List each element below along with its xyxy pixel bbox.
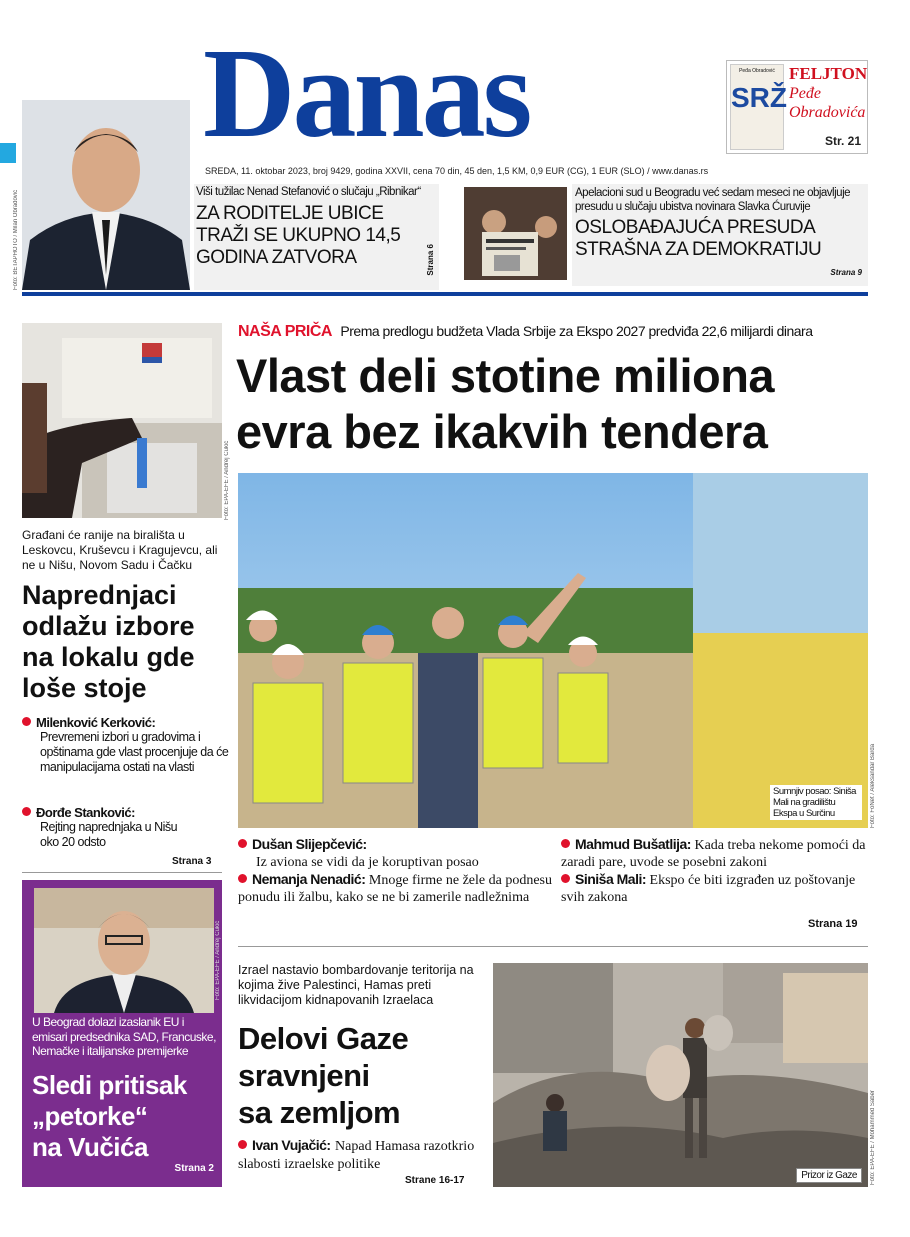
- quote-left-1-name: Dušan Slijepčević:: [238, 836, 367, 852]
- teaser-1-kicker: Viši tužilac Nenad Stefanović o slučaju „Ribnikar“: [196, 186, 421, 198]
- teaser-2-photo[interactable]: [464, 187, 567, 280]
- left-bullet-2-text: Rejting naprednjaka u Nišu oko 20 odsto: [40, 820, 178, 849]
- gaza-bullet-text: Napad Hamasa razotkrio slabosti izraelske politike: [238, 1139, 475, 1172]
- quote-left-2-name: Nemanja Nenadić:: [238, 871, 365, 887]
- protest-photo-icon: [464, 187, 567, 280]
- quote-left-1-text: Iz aviona se vidi da je koruptivan posao: [256, 855, 479, 870]
- quote-left-2: [238, 871, 553, 906]
- prosecutor-photo-icon: [22, 100, 190, 290]
- left-bullet-2-name: Đorđe Stanković:: [22, 805, 232, 820]
- purple-headline-1: Sledi pritisak: [32, 1070, 187, 1100]
- teaser-1-headline: ZA RODITELJE UBICE TRAŽI SE UKUPNO 14,5 GODINA ZATVORA: [196, 203, 401, 268]
- main-photo-credit: Foto: FoNet / Aleksandar Barda: [870, 743, 876, 828]
- masthead-rule: [22, 292, 868, 296]
- main-kicker-row: [238, 323, 868, 341]
- left-story-rule: [22, 872, 222, 873]
- gaza-page: Strane 16-17: [405, 1175, 465, 1186]
- voting-photo-icon: [22, 323, 222, 518]
- left-story-headline[interactable]: Naprednjaci odlažu izbore na lokalu gde loše stoje: [22, 580, 195, 703]
- masthead-logo[interactable]: [203, 22, 693, 164]
- feljton-author-2: Obradovića: [789, 104, 866, 121]
- purple-headline-2: „petorke“: [32, 1101, 148, 1131]
- quote-right-2: [561, 871, 868, 906]
- main-story-rule: [238, 946, 868, 947]
- gaza-photo-credit: Foto: EPA-EFE / Mohammed Saber: [870, 1090, 876, 1185]
- purple-page: Strana 2: [174, 1163, 214, 1174]
- left-story-kicker: Građani će ranije na birališta u Leskovcu, Kruševcu i Kragujevcu, ali ne u Nišu, Novom Sadu i Čačku: [22, 528, 218, 572]
- quote-right-1-text: Kada treba nekome pomoći da zaradi pare, uvode se posebni zakoni: [561, 838, 866, 870]
- feljton-page: Str. 21: [824, 134, 861, 148]
- gaza-kicker: Izrael nastavio bombardovanje teritorija na kojima žive Palestinci, Hamas preti likvidacijom kidnapovanih Izraelaca: [238, 963, 474, 1007]
- main-headline-1: Vlast deli stotine miliona: [236, 349, 775, 402]
- gaza-headline[interactable]: [238, 1020, 488, 1131]
- left-bullet-1-name: Milenković Kerković:: [22, 715, 232, 730]
- teaser-1-credit: Foto: BETAPHOTO / Milan Obradović: [13, 189, 19, 290]
- feljton-label: FELJTON: [789, 64, 868, 83]
- main-page: Strana 19: [808, 918, 858, 930]
- main-photo[interactable]: [238, 473, 868, 828]
- gaza-ruins-photo-icon: [493, 963, 868, 1187]
- vucic-photo-icon: [34, 888, 214, 1013]
- main-kicker: Prema predlogu budžeta Vlada Srbije za Ekspo 2027 predviđa 22,6 milijardi dinara: [340, 323, 813, 339]
- accent-square: [0, 143, 16, 163]
- logo-text: Danas: [203, 22, 530, 164]
- gaza-headline-1: Delovi Gaze: [238, 1021, 409, 1056]
- feljton-author-1: Peđe: [789, 85, 821, 102]
- left-story-photo[interactable]: [22, 323, 222, 518]
- quote-right-1: [561, 836, 868, 871]
- quote-left-2-text: Mnoge firme ne žele da podnesu ponudu ili žalbu, kako se ne bi zamerile nadležnima: [238, 873, 552, 905]
- left-story-page: Strana 3: [172, 856, 212, 867]
- quote-right-2-text: Ekspo će biti izgrađen uz poštovanje svih zakona: [561, 873, 856, 905]
- gaza-photo[interactable]: [493, 963, 868, 1187]
- main-label: NAŠA PRIČA: [238, 323, 332, 340]
- quote-right-2-name: Siniša Mali:: [561, 871, 646, 887]
- main-quotes-right: [561, 836, 868, 906]
- gaza-bullet: [238, 1137, 488, 1173]
- main-headline-2: evra bez ikakvih tendera: [236, 405, 768, 458]
- gaza-headline-2: sravnjeni: [238, 1058, 370, 1093]
- left-bullet-1: [22, 715, 232, 775]
- expo-site-photo-icon: [238, 473, 868, 828]
- left-bullet-2: [22, 805, 232, 850]
- teaser-1-page: Strana 6: [426, 244, 435, 276]
- purple-box[interactable]: [22, 880, 222, 1187]
- teaser-2-page: Strana 9: [830, 268, 862, 277]
- quote-left-1: [238, 836, 553, 871]
- left-bullet-1-text: Prevremeni izbori u gradovima i opštinama gde vlast procenjuje da će manipulacijama ostati na vlasti: [40, 730, 229, 774]
- teaser-2-headline: OSLOBAĐAJUĆA PRESUDA STRAŠNA ZA DEMOKRATIJU: [575, 217, 822, 260]
- gaza-bullet-name: Ivan Vujačić:: [238, 1137, 331, 1153]
- quote-right-1-name: Mahmud Bušatlija:: [561, 836, 691, 852]
- feljton-book-title: SRŽ: [731, 82, 787, 113]
- purple-kicker: U Beograd dolazi izaslanik EU i emisari predsednika SAD, Francuske, Nemačke i italijanske premijerke: [32, 1015, 216, 1058]
- main-photo-caption: Sumnjiv posao: Siniša Mali na gradilištu Ekspa u Surčinu: [770, 785, 862, 820]
- gaza-photo-caption: Prizor iz Gaze: [796, 1168, 862, 1183]
- main-headline[interactable]: [236, 348, 866, 460]
- teaser-2-kicker: Apelacioni sud u Beogradu već sedam meseci ne objavljuje presudu u slučaju ubistva novinara Slavka Ćuruvije: [575, 187, 851, 213]
- purple-headline-3: na Vučića: [32, 1132, 148, 1162]
- main-quotes-left: [238, 836, 553, 906]
- feljton-book-author: Peđa Obradović: [739, 68, 775, 74]
- teaser-2[interactable]: [572, 184, 868, 286]
- gaza-headline-3: sa zemljom: [238, 1095, 401, 1130]
- feljton-box[interactable]: [726, 60, 868, 154]
- feljton-book-cover: [730, 64, 787, 150]
- teaser-1-photo[interactable]: [22, 100, 190, 290]
- purple-photo-credit: Foto: EPA-EFE / Andrej Cukić: [215, 920, 221, 1000]
- teaser-1[interactable]: [194, 184, 439, 290]
- left-story-photo-credit: Foto: EPA-EFE / Andrej Cukić: [224, 440, 230, 520]
- dateline: SREDA, 11. oktobar 2023, broj 9429, godina XXVII, cena 70 din, 45 den, 1,5 KM, 0,9 EUR (CG), 1 EUR (SLO) / www.danas.rs: [205, 166, 709, 176]
